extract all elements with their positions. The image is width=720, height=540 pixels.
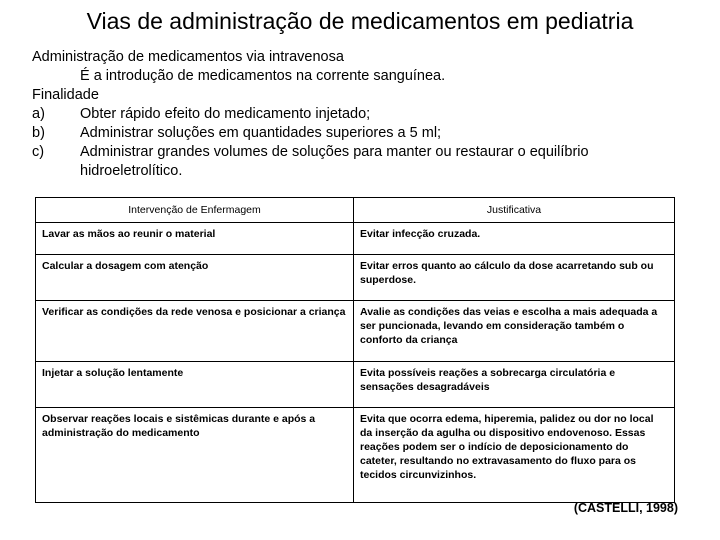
list-item: [32, 105, 692, 124]
table-cell: Lavar as mãos ao reunir o material: [36, 223, 354, 255]
table-row: [36, 223, 675, 255]
table-row: [36, 255, 675, 301]
list-marker: a): [32, 106, 45, 122]
table-cell: Evitar infecção cruzada.: [354, 223, 675, 255]
table-header-row: [36, 198, 675, 223]
table-cell: Injetar a solução lentamente: [36, 362, 354, 408]
list-text: Administrar grandes volumes de soluções para manter ou restaurar o equilíbrio hidroeletrolítico.: [80, 144, 589, 179]
list-marker: c): [32, 144, 45, 160]
column-header-justificativa: Justificativa: [354, 198, 675, 223]
table-cell: Evitar erros quanto ao cálculo da dose acarretando sub ou superdose.: [354, 255, 675, 301]
page-title: Vias de administração de medicamentos em pediatria: [86, 8, 634, 34]
table-row: [36, 301, 675, 362]
column-header-intervencao: Intervenção de Enfermagem: [36, 198, 354, 223]
table-row: [36, 408, 675, 503]
list-text: Obter rápido efeito do medicamento injetado;: [80, 106, 371, 122]
table-cell: Calcular a dosagem com atenção: [36, 255, 354, 301]
intro-section: [32, 48, 692, 181]
citation: (CASTELLI, 1998): [573, 501, 678, 515]
table-cell: Verificar as condições da rede venosa e posicionar a criança: [36, 301, 354, 362]
table-cell: Evita que ocorra edema, hiperemia, palidez ou dor no local da inserção da agulha ou dispositivo endovenoso. Essas reações podem ser o indício de deposicionamento do cateter, resultando no extravasamento do fluxo para os tecidos circunvizinhos.: [354, 408, 675, 503]
list-marker: b): [32, 125, 45, 141]
table-row: [36, 362, 675, 408]
list-text: Administrar soluções em quantidades superiores a 5 ml;: [80, 125, 442, 141]
list-item: [32, 124, 692, 143]
intro-heading: Administração de medicamentos via intravenosa: [32, 49, 344, 65]
intro-definition: É a introdução de medicamentos na corrente sanguínea.: [80, 68, 446, 84]
table-cell: Observar reações locais e sistêmicas durante e após a administração do medicamento: [36, 408, 354, 503]
finalidade-label: Finalidade: [32, 87, 99, 103]
nursing-table: [35, 197, 675, 503]
table-cell: Evita possíveis reações a sobrecarga circulatória e sensações desagradáveis: [354, 362, 675, 408]
list-item: [32, 143, 692, 181]
table-cell: Avalie as condições das veias e escolha a mais adequada a ser puncionada, levando em consideração também o conforto da criança: [354, 301, 675, 362]
